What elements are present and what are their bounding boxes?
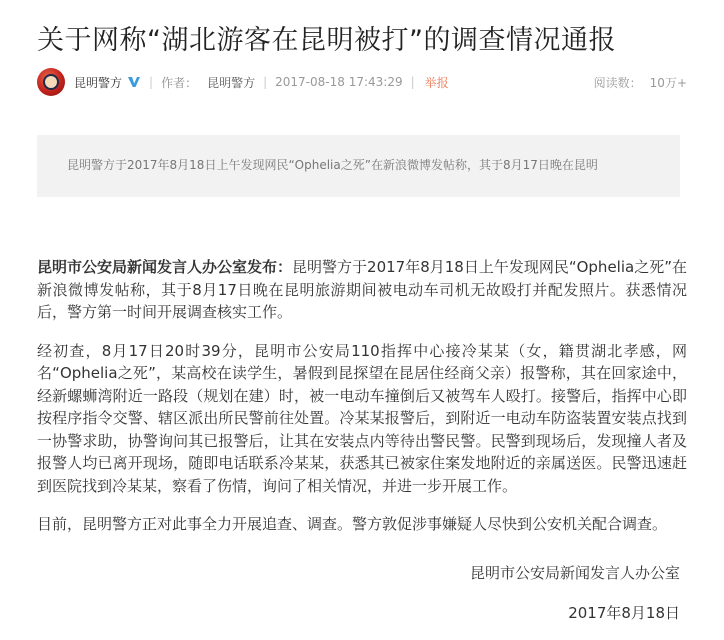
- police-avatar-icon[interactable]: [37, 68, 65, 96]
- publish-datetime: 2017-08-18 17:43:29: [275, 75, 403, 89]
- author-name-link[interactable]: 昆明警方: [207, 75, 256, 90]
- author-label: 作者：: [161, 75, 198, 90]
- meta-separator: |: [410, 75, 415, 89]
- report-link[interactable]: 举报: [424, 75, 449, 90]
- meta-separator: |: [263, 75, 268, 89]
- paragraph-text: 昆明警方于2017年8月18日上午发现网民“Ophelia之死”在新浪微博发帖称，其于8月17日晚在昆明旅游期间被电动车司机无故殴打并配发照片。获悉情况后，警方第一时间开展调查核实工作。: [37, 258, 687, 321]
- body-paragraph: 经初查，8月17日20时39分，昆明市公安局110指挥中心接冷某某（女，籍贯湖北孝感，网名“Ophelia之死”，某高校在读学生，暑假到昆探望在昆居住经商父亲）报警称，其在回家途中，经新螺蛳湾附近一路段（规划在建）时，被一电动车撞倒后又被驾车人殴打。接警后，指挥中心即按程序指令交警、辖区派出所民警前往处置。冷某某报警后，到附近一电动车防盗装置安装点找到一协警求助，协警询问其已报警后，让其在安装点内等待出警民警。民警到现场后，发现撞人者及报警人均已离开现场，随即电话联系冷某某，获悉其已被家住案发地附近的亲属送医。民警迅速赶到医院找到冷某某，察看了伤情，询问了相关情况，并进一步开展工作。: [37, 341, 687, 495]
- article-meta: [37, 68, 687, 96]
- read-count: [594, 74, 687, 91]
- article-title: 关于网称“湖北游客在昆明被打”的调查情况通报: [37, 25, 616, 56]
- signature-date: 2017年8月18日: [568, 604, 680, 622]
- meta-separator: |: [149, 75, 154, 89]
- read-count-label: 阅读数：: [593, 75, 642, 90]
- avatar-face: [43, 74, 59, 90]
- signature-office: 昆明市公安局新闻发言人办公室: [469, 564, 680, 582]
- body-paragraph: [37, 256, 687, 324]
- body-paragraph: 目前，昆明警方正对此事全力开展追查、调查。警方敦促涉事嫌疑人尽快到公安机关配合调查。: [37, 515, 668, 533]
- read-count-value: 10万+: [649, 75, 687, 90]
- article-body: [37, 256, 687, 552]
- paragraph-lead: 昆明市公安局新闻发言人办公室发布：: [37, 258, 293, 276]
- verified-v-icon: [127, 75, 141, 89]
- article-summary: 昆明警方于2017年8月18日上午发现网民“Ophelia之死”在新浪微博发帖称，其于8月17日晚在昆明: [37, 135, 680, 197]
- account-name-link[interactable]: 昆明警方: [74, 75, 123, 90]
